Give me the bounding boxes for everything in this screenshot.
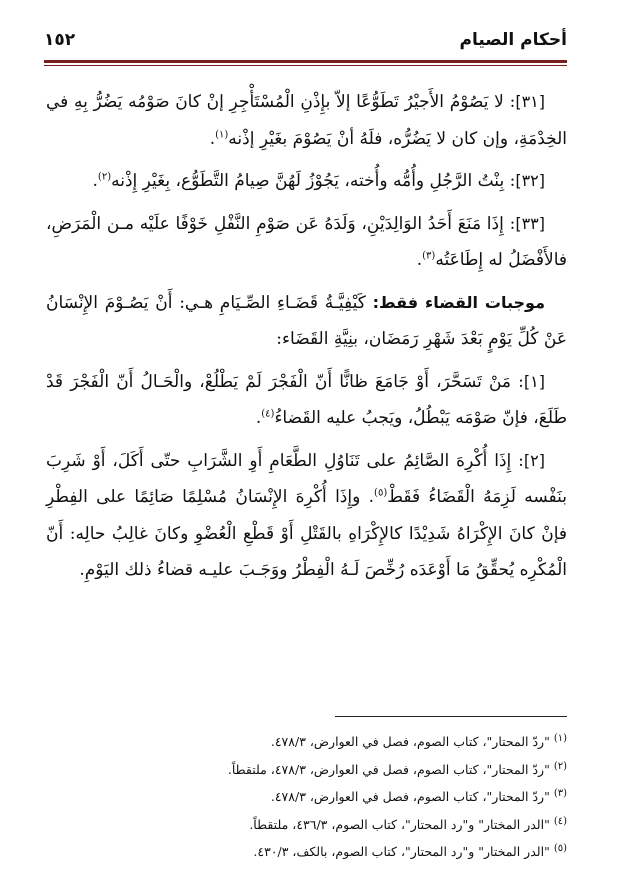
section-text: كَيْفِيَّـةُ قَضَـاءِ الصِّـيَامِ هـي: أَنْ يَصُـوْمَ الإِنْسَانُ عَنْ كُلِّ يَوْمٍ بَعْدَ شَهْرِ رَمَضَان، بنِيَّةِ القَضَاء: xyxy=(46,292,567,349)
item-2 xyxy=(46,443,567,589)
paragraph-number: [٣١] xyxy=(515,92,545,111)
footnote-ref: (٥) xyxy=(374,487,388,499)
footnote-ref: (٢) xyxy=(97,171,112,183)
footnote-mark: (٢) xyxy=(553,760,567,772)
footnote xyxy=(46,811,567,839)
footnote-text: "ردّ المحتار"، كتاب الصوم، فصل في العوارض، ٤٧٨/٣، ملتقطاً. xyxy=(227,761,550,777)
footnote-text: "الدر المختار" و"رد المحتار"، كتاب الصوم، بالكف، ٤٣٠/٣. xyxy=(253,844,550,859)
item-text: : مَنْ تَسَحَّرَ، أَوْ جَامَعَ ظانًّا أَنّ الْفَجْرَ لَمْ يَطْلُعْ، والْحَـالُ أَنّ الْفَجْرَ قَدْ طَلَعَ، فإنّ صَوْمَه يَبْطُلُ، ويَجبُ عليه القَضاءُ xyxy=(46,371,567,428)
page-header xyxy=(44,26,567,58)
footnote-ref: (١) xyxy=(215,128,229,140)
header-rule-thick xyxy=(44,60,567,63)
section-title: موجبات القضاء فقط: xyxy=(372,292,545,312)
page-number: ١٥٢ xyxy=(44,30,76,50)
footnote-mark: (٥) xyxy=(553,842,567,854)
paragraph-31 xyxy=(46,84,567,157)
item-end: . xyxy=(255,408,262,428)
page-body xyxy=(46,84,567,595)
item-number: [٢] xyxy=(523,450,545,470)
header-rule-thin xyxy=(44,65,567,66)
footnote-ref: (٤) xyxy=(261,408,275,420)
footnote xyxy=(46,756,567,784)
paragraph-end: . xyxy=(416,250,423,270)
item-1 xyxy=(46,364,567,437)
footnote xyxy=(46,783,567,811)
book-title: أحكام الصيام xyxy=(459,30,567,50)
paragraph-text: : إِذَا مَنَعَ أَحَدُ الوَالِدَيْنِ، وَلَدَهُ عَن صَوْمِ النَّفْلِ خَوْفًا علَيْه مـن الْمَرَضِ، فالأَفْضَلُ له إِطَاعَتُه xyxy=(46,213,567,270)
footnote-ref: (٣) xyxy=(422,250,436,262)
footnote-text: "ردّ المحتار"، كتاب الصوم، فصل في العوارض، ٤٧٨/٣. xyxy=(270,734,550,749)
footnote xyxy=(46,838,567,866)
footnote-mark: (٤) xyxy=(553,815,567,827)
paragraph-number: [٣٣] xyxy=(515,213,545,233)
section-intro xyxy=(46,285,567,358)
paragraph-text: : بِنْتُ الرَّجُلِ وأُمُّه وأُخته، يَجُوْزُ لَهُنَّ صِيامُ التَّطَوُّع، بِغَيْرِ إِذْنه xyxy=(111,171,516,191)
item-text: : إِذَا أُكْرِهَ الصَّائِمُ على تَنَاوُلِ الطَّعَامِ أَوِ الشَّرَابِ حتّى أَكَلَ، أَوْ شَرِبَ بنَفْسه لَزِمَهُ الْقَضَاءُ فَقَطْ xyxy=(46,450,567,507)
paragraph-33 xyxy=(46,206,567,279)
footnote xyxy=(46,728,567,756)
footnote-text: "الدر المختار" و"رد المحتار"، كتاب الصوم، ٤٣٦/٣، ملتقطاً. xyxy=(249,816,550,832)
paragraph-end: . xyxy=(209,128,216,149)
item-end: . وإِذَا أُكْرِهَ الإِنْسَانُ مُسْلِمًا صَائِمًا على الفِطْرِ فإنْ كانَ الإِكْرَاهُ شَدِيْدًا كالإِكْرَاهِ بالقَتْلِ أَوْ قَطْعِ الْعُضْوِ وكانَ غالِبُ حالِه: أَنّ الْمُكْرِه يُحقِّقُ مَا أَوْعَدَه رُخِّصَ لَـهُ الْفِطْرُ ووَجَـبَ عليـه قضاءُ ذلك اليَوْمِ. xyxy=(46,487,567,580)
paragraph-32 xyxy=(46,163,567,200)
paragraph-end: . xyxy=(92,171,98,191)
footnote-separator xyxy=(335,716,567,717)
item-number: [١] xyxy=(523,371,545,391)
paragraph-number: [٣٢] xyxy=(515,171,545,190)
footnote-mark: (١) xyxy=(553,732,567,744)
footnote-mark: (٣) xyxy=(553,787,567,799)
footnotes xyxy=(46,728,567,866)
paragraph-text: : لا يَصُوْمُ الأَجيْرُ تَطَوُّعًا إلاّ بإِذْنِ الْمُسْتَأْجِرِ إنْ كانَ صَوْمُه يَضُرُّ بِهِ في الخِدْمَةِ، وإن كان لا يَضُرُّه، فلَهُ أنْ يَصُوْمَ بغَيْرِ إذْنه xyxy=(46,92,567,149)
footnote-text: "ردّ المحتار"، كتاب الصوم، فصل في العوارض، ٤٧٨/٣. xyxy=(270,789,550,804)
